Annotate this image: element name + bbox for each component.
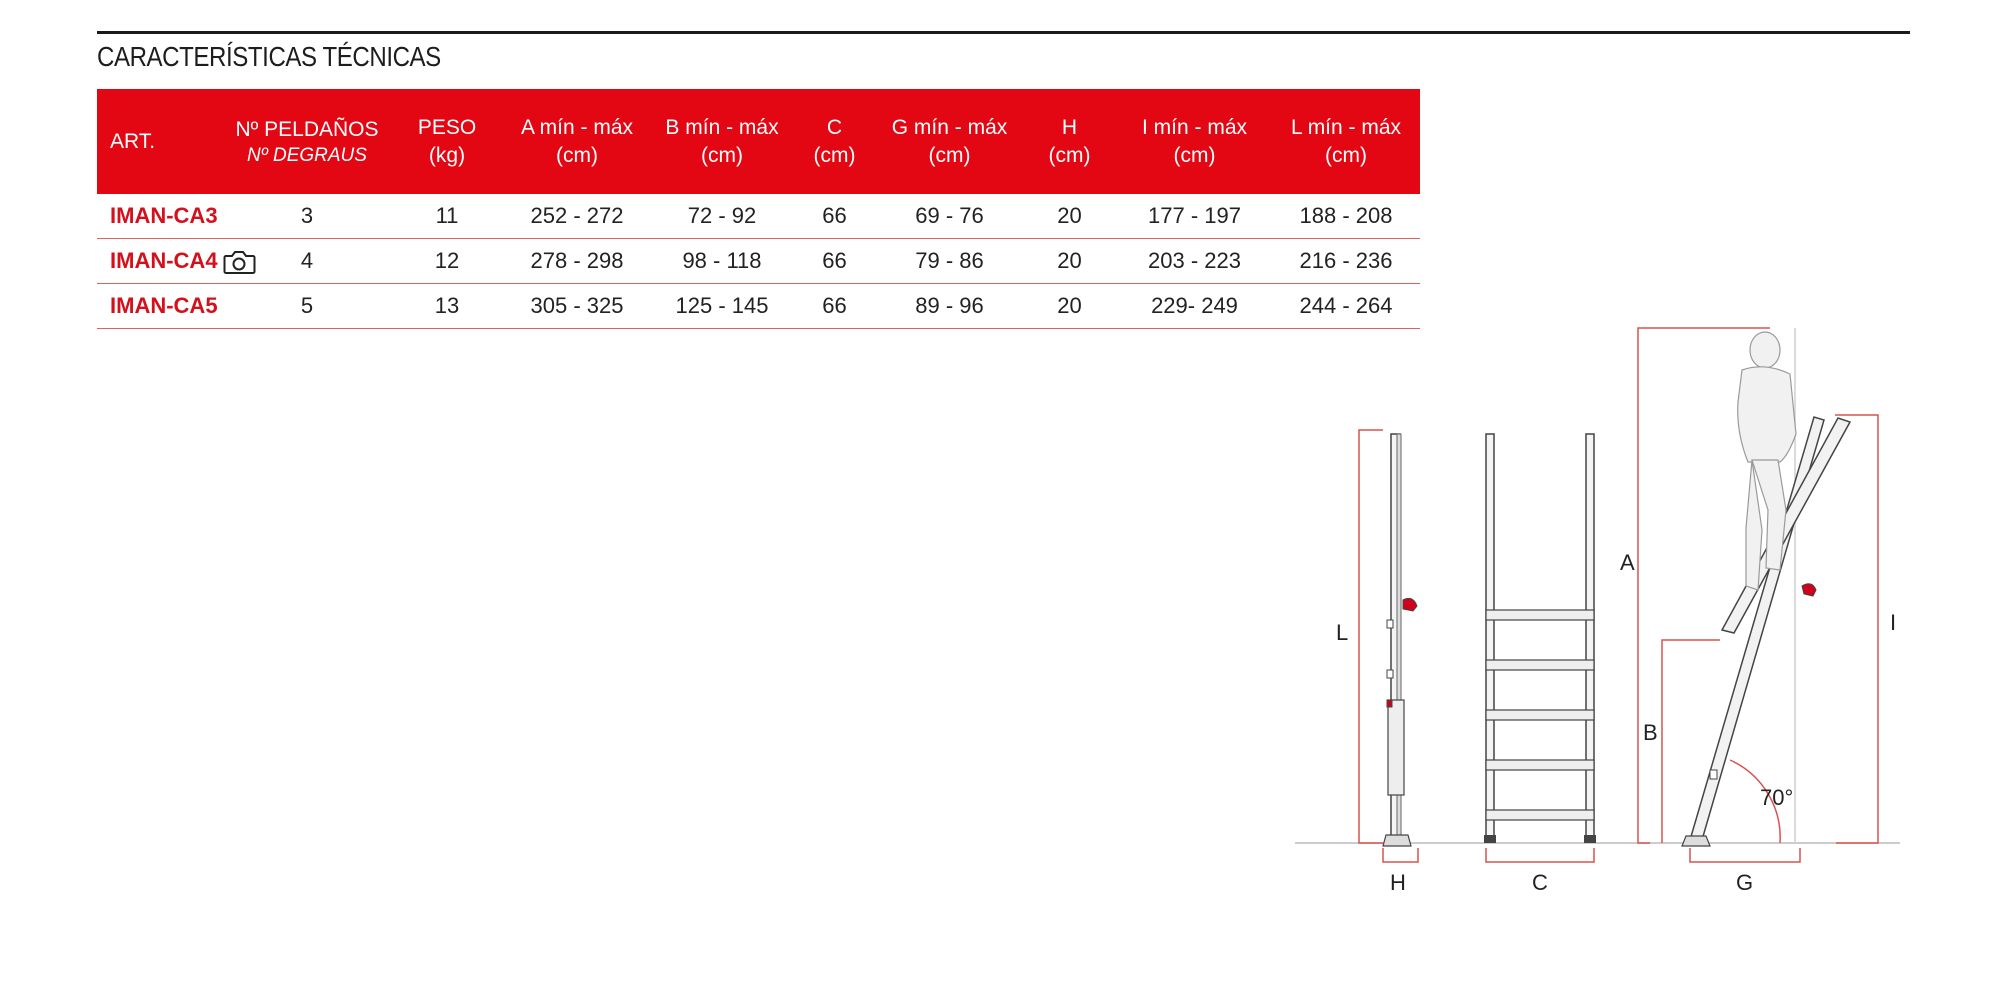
cell-a: 252 - 272 [502, 194, 652, 239]
cell-a: 305 - 325 [502, 284, 652, 329]
header-row [97, 89, 1420, 194]
cell-i: 177 - 197 [1117, 194, 1272, 239]
cell-steps: 4 [222, 239, 392, 284]
top-rule [97, 31, 1910, 34]
label-l: L [1336, 620, 1349, 645]
header-art: ART. [97, 89, 222, 194]
table-row [97, 194, 1420, 239]
label-c: C [1532, 870, 1548, 895]
side-view-ladder [1383, 434, 1417, 846]
dimension-line-l [1359, 430, 1383, 843]
table-row [97, 284, 1420, 329]
cell-art: IMAN-CA5 [97, 284, 222, 329]
label-b: B [1643, 720, 1658, 745]
cell-h: 20 [1022, 194, 1117, 239]
header-a: A mín - máx (cm) [502, 89, 652, 194]
cell-h: 20 [1022, 239, 1117, 284]
cell-c: 66 [792, 284, 877, 329]
header-i: I mín - máx (cm) [1117, 89, 1272, 194]
cell-c: 66 [792, 239, 877, 284]
header-g: G mín - máx (cm) [877, 89, 1022, 194]
cell-g: 69 - 76 [877, 194, 1022, 239]
cell-b: 125 - 145 [652, 284, 792, 329]
label-angle: 70° [1760, 785, 1794, 810]
header-h: H (cm) [1022, 89, 1117, 194]
cell-art [97, 239, 222, 284]
cell-weight: 11 [392, 194, 502, 239]
cell-h: 20 [1022, 284, 1117, 329]
header-weight: PESO (kg) [392, 89, 502, 194]
cell-g: 79 - 86 [877, 239, 1022, 284]
header-b: B mín - máx (cm) [652, 89, 792, 194]
cell-l: 216 - 236 [1272, 239, 1420, 284]
camera-icon[interactable] [222, 248, 256, 276]
cell-l: 244 - 264 [1272, 284, 1420, 329]
cell-b: 72 - 92 [652, 194, 792, 239]
label-a: A [1620, 550, 1635, 575]
page-title: CARACTERÍSTICAS TÉCNICAS [97, 41, 441, 72]
dimension-line-i [1835, 415, 1878, 843]
cell-art: IMAN-CA3 [97, 194, 222, 239]
front-view-ladder [1484, 434, 1596, 843]
header-c: C (cm) [792, 89, 877, 194]
cell-i: 203 - 223 [1117, 239, 1272, 284]
cell-weight: 12 [392, 239, 502, 284]
cell-g: 89 - 96 [877, 284, 1022, 329]
person-illustration [1738, 332, 1796, 590]
table-row [97, 239, 1420, 284]
dimension-line-b [1662, 640, 1720, 843]
header-steps: Nº PELDAÑOS Nº DEGRAUS [222, 89, 392, 194]
dimension-line-g [1690, 848, 1800, 862]
cell-steps: 3 [222, 194, 392, 239]
cell-b: 98 - 118 [652, 239, 792, 284]
label-h: H [1390, 870, 1406, 895]
cell-steps: 5 [222, 284, 392, 329]
label-i: I [1890, 610, 1897, 635]
dimension-line-h [1383, 848, 1418, 862]
cell-i: 229- 249 [1117, 284, 1272, 329]
label-g: G [1736, 870, 1754, 895]
cell-art-text: IMAN-CA4 [110, 248, 218, 273]
ladder-dimension-diagram [1290, 300, 1910, 900]
cell-c: 66 [792, 194, 877, 239]
cell-weight: 13 [392, 284, 502, 329]
dimension-line-c [1486, 848, 1594, 862]
header-l: L mín - máx (cm) [1272, 89, 1420, 194]
cell-l: 188 - 208 [1272, 194, 1420, 239]
specs-table [97, 89, 1420, 329]
cell-a: 278 - 298 [502, 239, 652, 284]
